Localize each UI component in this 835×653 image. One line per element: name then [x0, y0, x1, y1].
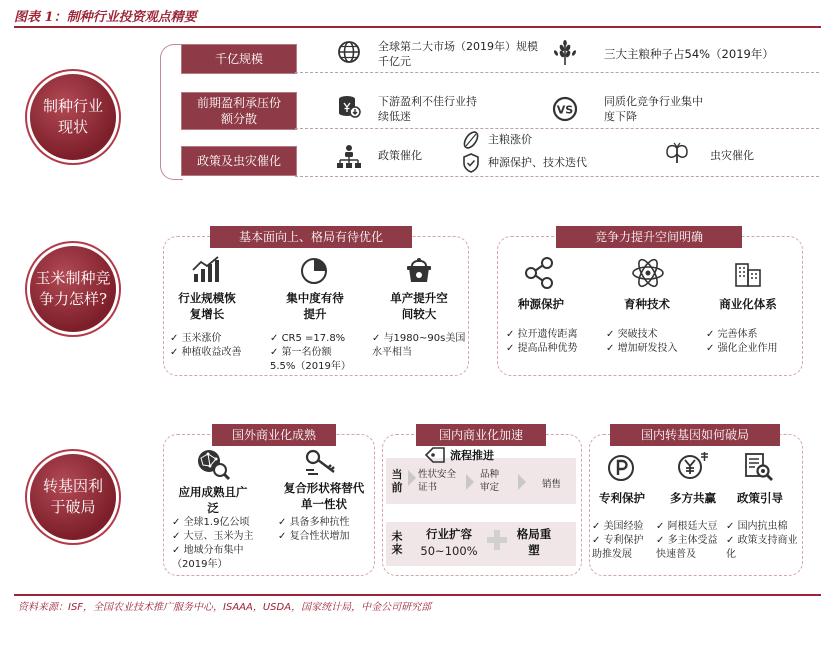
section2-circle — [30, 246, 116, 332]
row3-text-tech: 种源保护、技术迭代 — [488, 156, 587, 169]
share-icon — [522, 256, 558, 295]
flow-title: 流程推进 — [450, 449, 494, 462]
row-divider — [295, 176, 819, 177]
panel-competitiveness-header: 竞争力提升空间明确 — [556, 226, 742, 248]
bullet: ✓ 玉米涨价 — [170, 333, 222, 344]
step-certificate: 性状安全证书 — [418, 469, 457, 493]
section1-circle-label: 制种行业现状 — [43, 97, 104, 136]
patent-icon — [606, 454, 636, 487]
row2-text-competition: 同质化竞争行业集中度下降 — [604, 95, 703, 123]
trend-bars-icon — [190, 256, 222, 289]
atom-icon — [630, 256, 666, 295]
col-title-composite: 复合形状将替代单一性状 — [283, 481, 365, 511]
bullet: ✓ 阿根廷大豆 — [656, 521, 718, 532]
future-label: 未来 — [391, 530, 403, 556]
col-title-winwin: 多方共赢 — [670, 491, 716, 505]
wheat-icon — [552, 40, 578, 71]
network-search-icon — [196, 448, 230, 485]
coins-icon — [676, 450, 710, 487]
bullet: ✓ 大豆、玉米为主 — [172, 531, 254, 542]
bullet: ✓ 全球1.9亿公顷 — [172, 517, 250, 528]
bullet: ✓ 第一名份额5.5%（2019年） — [270, 347, 351, 372]
arrow — [466, 474, 474, 490]
bullet: ✓ 增加研发投入 — [606, 343, 678, 354]
figure-title: 图表 1：制种行业投资观点精要 — [14, 10, 197, 25]
pot-icon — [402, 254, 436, 291]
arrow — [518, 474, 526, 490]
bullet: ✓ 政策支持商业化 — [726, 535, 798, 560]
col-title-patent: 专利保护 — [599, 491, 645, 505]
growth-title: 行业扩容 — [426, 527, 472, 541]
bullet: ✓ 突破技术 — [606, 329, 658, 340]
bullet: ✓ 复合性状增加 — [278, 531, 350, 542]
col-title-scale: 行业规模恢复增长 — [178, 291, 236, 321]
shield-icon — [460, 153, 482, 178]
step-sales: 销售 — [542, 479, 562, 490]
col-title-guidance: 政策引导 — [737, 491, 783, 505]
bullet: ✓ 与1980~90s美国水平相当 — [372, 333, 466, 358]
row3-text-price: 主粮涨价 — [488, 133, 532, 146]
step-review: 品种审定 — [480, 469, 500, 493]
org-chart-icon — [336, 144, 362, 175]
seed-icon — [460, 130, 482, 155]
tag-icon — [424, 446, 446, 469]
section1-bracket — [160, 44, 183, 180]
col-title-yield: 单产提升空间较大 — [390, 291, 448, 321]
row-label-scale: 千亿规模 — [181, 44, 297, 74]
row1-text-seeds: 三大主粮种子占54%（2019年） — [604, 47, 774, 61]
col-title-commercial: 商业化体系 — [719, 297, 777, 311]
source-note: 资料来源：ISF，全国农业技术推广服务中心，ISAAA，USDA，国家统计局，中金公司研究部 — [18, 602, 432, 613]
row2-text-profit: 下游盈利不佳行业持续低迷 — [378, 95, 477, 123]
col-title-concentration: 集中度有待提升 — [286, 291, 344, 321]
pie-icon — [298, 256, 330, 291]
bullet: ✓ 拉开遗传距离 — [506, 329, 578, 340]
row3-text-policy: 政策催化 — [378, 149, 422, 162]
panel-breakthrough-header: 国内转基因如何破局 — [610, 424, 780, 446]
arrow — [408, 470, 416, 486]
bullet: ✓ 完善体系 — [706, 329, 758, 340]
plus-icon — [486, 526, 508, 556]
bullet: ✓ 提高品种优势 — [506, 343, 578, 354]
bullet: ✓ 种植收益改善 — [170, 347, 242, 358]
growth-value: 50~100% — [420, 544, 478, 558]
bullet: ✓ 多主体受益快速普及 — [656, 535, 718, 560]
buildings-icon — [732, 258, 764, 293]
bullet: ✓ 美国经验 — [592, 521, 644, 532]
panel-fundamentals-header: 基本面向上、格局有待优化 — [210, 226, 412, 248]
pattern-reshape: 格局重塑 — [516, 527, 552, 557]
col-title-source: 种源保护 — [518, 297, 564, 311]
section1-circle — [30, 74, 116, 160]
bullet: ✓ 专利保护助推发展 — [592, 535, 644, 560]
row-label-pressure: 前期盈利承压份额分散 — [181, 92, 297, 130]
vs-icon — [552, 96, 578, 127]
globe-icon — [336, 40, 362, 69]
row-label-policy: 政策及虫灾催化 — [181, 146, 297, 176]
row3-text-insect: 虫灾催化 — [710, 149, 754, 162]
section2-circle-label: 玉米制种竞争力怎样? — [35, 269, 111, 308]
panel-foreign-header: 国外商业化成熟 — [212, 424, 336, 446]
now-label: 当前 — [391, 468, 403, 494]
row-divider — [295, 128, 819, 129]
row1-text-market: 全球第二大市场（2019年）规模千亿元 — [378, 40, 538, 68]
yen-down-icon — [336, 94, 362, 125]
col-title-mature: 应用成熟且广泛 — [178, 485, 248, 515]
col-title-breeding: 育种技术 — [624, 297, 670, 311]
bullet: ✓ 地域分布集中（2019年） — [172, 545, 244, 570]
insect-icon — [664, 142, 690, 171]
policy-search-icon — [744, 452, 774, 487]
svg-text:VS: VS — [556, 103, 574, 117]
section3-circle-label: 转基因利于破局 — [42, 477, 103, 516]
row-divider — [295, 72, 819, 73]
footer-rule — [14, 594, 821, 596]
bullet: ✓ CR5 =17.8% — [270, 333, 346, 344]
bullet: ✓ 强化企业作用 — [706, 343, 778, 354]
bullet: ✓ 国内抗虫棉 — [726, 521, 788, 532]
bullet: ✓ 具备多种抗性 — [278, 517, 350, 528]
panel-domestic-header: 国内商业化加速 — [416, 424, 546, 446]
key-icon — [304, 448, 338, 483]
title-rule — [14, 26, 821, 28]
section3-circle — [30, 454, 116, 540]
